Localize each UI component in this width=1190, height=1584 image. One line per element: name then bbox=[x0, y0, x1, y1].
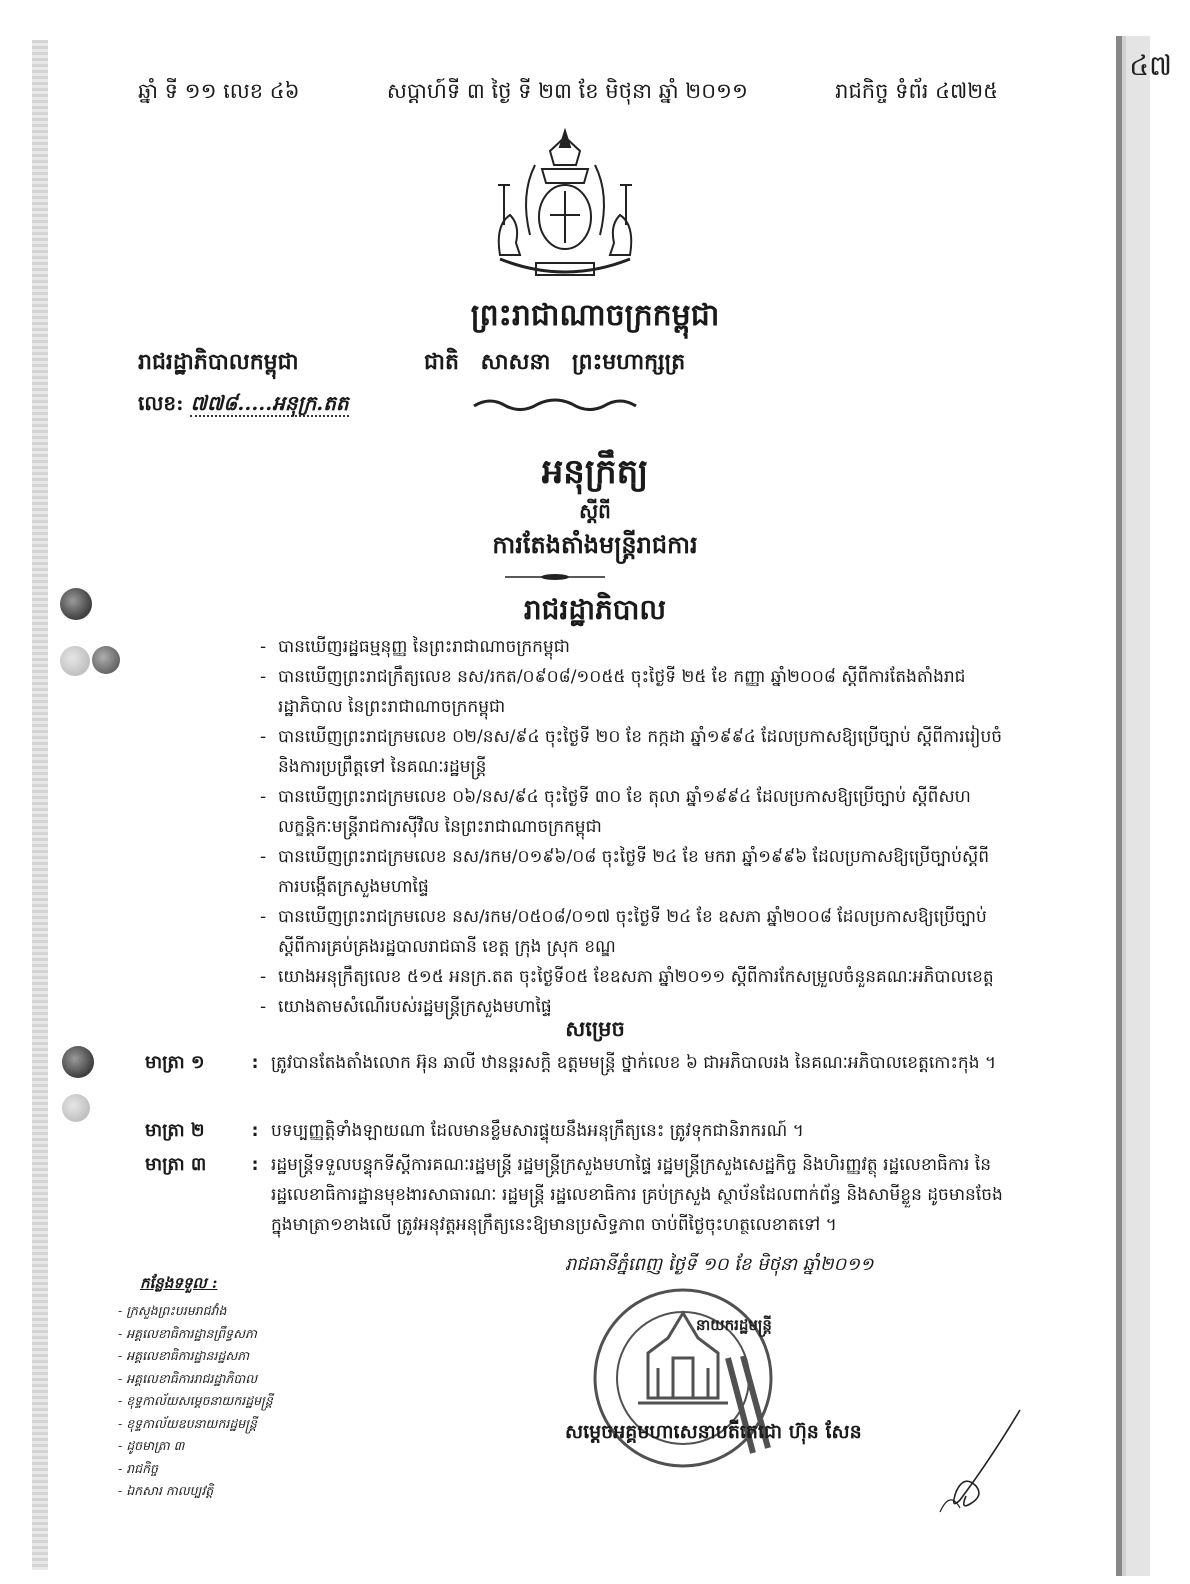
article-3 bbox=[145, 1150, 1005, 1240]
recipient-item: - ខុទ្ទកាល័យសម្តេចនាយករដ្ឋមន្ត្រី bbox=[118, 1390, 273, 1413]
preamble-list bbox=[258, 632, 1003, 1022]
recipient-item: - អគ្គលេខាធិការដ្ឋានព្រឹទ្ធសភា bbox=[118, 1323, 273, 1346]
preamble-item: - បានឃើញព្រះរាជក្រមលេខ នស/រកម/០១៩៦/០៨ ចុះថ្ងៃទី ២៤ ខែ មករា ឆ្នាំ១៩៩៦ ដែលប្រកាសឱ្យប្រើច្បាប់ស្តីពីការបង្កើតក្រសួងមហាផ្ទៃ bbox=[258, 842, 1003, 902]
punch-hole-2 bbox=[60, 646, 90, 676]
recipients-list bbox=[118, 1300, 273, 1503]
recipient-item: - ខុទ្ទកាល័យឧបនាយករដ្ឋមន្ត្រី bbox=[118, 1413, 273, 1436]
document-type-title: អនុក្រឹត្យ bbox=[541, 452, 649, 492]
kingdom-title: ព្រះរាជាណាចក្រកម្ពុជា bbox=[470, 298, 720, 333]
gazette-header bbox=[138, 78, 998, 109]
doc-number-prefix: លេខ: bbox=[138, 391, 184, 415]
preamble-item: - បានឃើញរដ្ឋធម្មនុញ្ញ នៃព្រះរាជាណាចក្រកម្ពុជា bbox=[258, 632, 1003, 662]
recipients-title: កន្លែងទទួល : bbox=[140, 1274, 218, 1292]
preamble-item: - បានឃើញព្រះរាជក្រឹត្យលេខ នស/រកត/០៩០៨/១០៥៥ ចុះថ្ងៃទី ២៥ ខែ កញ្ញា ឆ្នាំ២០០៨ ស្តីពីការតែងតាំងរាជរដ្ឋាភិបាល នៃព្រះរាជាណាចក្រកម្ពុជា bbox=[258, 662, 1003, 722]
punch-hole-3 bbox=[92, 646, 120, 674]
recipients-block bbox=[118, 1274, 273, 1503]
article-1 bbox=[145, 1048, 1005, 1078]
recipient-item: - អគ្គលេខាធិការរាជរដ្ឋាភិបាល bbox=[118, 1368, 273, 1391]
national-motto: ជាតិ សាសនា ព្រះមហាក្សត្រ bbox=[424, 349, 686, 375]
article-text: បទប្បញ្ញត្តិទាំងឡាយណា ដែលមានខ្លឹមសារផ្ទុយនឹងអនុក្រឹត្យនេះ ត្រូវទុកជានិរាករណ៍ ។ bbox=[271, 1121, 804, 1141]
recipient-item: - អគ្គលេខាធិការដ្ឋានរដ្ឋសភា bbox=[118, 1345, 273, 1368]
recipient-item: - ដូចមាត្រា ៣ bbox=[118, 1435, 273, 1458]
handwritten-signature bbox=[920, 1400, 1040, 1520]
article-label: មាត្រា ២ bbox=[145, 1120, 205, 1141]
issuer-heading: រាជរដ្ឋាភិបាល bbox=[523, 593, 667, 626]
preamble-item: - យោងអនុក្រឹត្យលេខ ៥១៥ អនក្រ.តត ចុះថ្ងៃទី០៥ ខែឧសភា ឆ្នាំ២០១១ ស្តីពីការកែសម្រួលចំនួនគណៈអភិបាលខេត្ត bbox=[258, 962, 1003, 992]
gazette-date: សប្តាហ៍ទី ៣ ថ្ងៃ ទី ២៣ ខែ មិថុនា ឆ្នាំ ២០១១ bbox=[386, 79, 748, 103]
article-text: រដ្ឋមន្ត្រីទទួលបន្ទុកទីស្តីការគណៈរដ្ឋមន្ត្រី រដ្ឋមន្ត្រីក្រសួងមហាផ្ទៃ រដ្ឋមន្ត្រីក្រសួងសេដ្ឋកិច្ច និងហិរញ្ញវត្ថុ រដ្ឋលេខាធិការ នៃរដ្ឋលេខាធិការដ្ឋានមុខងារសាធារណៈ រដ្ឋមន្ត្រី រដ្ឋលេខាធិការ គ្រប់ក្រសួង ស្ថាប័នដែលពាក់ព័ន្ធ និងសាមីខ្លួន ដូចមានចែងក្នុងមាត្រា១ខាងលើ ត្រូវអនុវត្តអនុក្រឹត្យនេះឱ្យមានប្រសិទ្ធភាព ចាប់ពីថ្ងៃចុះហត្ថលេខាតទៅ ។ bbox=[271, 1155, 1003, 1235]
recipient-item: - ឯកសារ កាលប្បវត្តិ bbox=[118, 1480, 273, 1503]
motto-ornament bbox=[470, 396, 640, 414]
preamble-item: - បានឃើញព្រះរាជក្រមលេខ នស/រកម/០៥០៨/០១៧ ចុះថ្ងៃទី ២៤ ខែ ឧសភា ឆ្នាំ២០០៨ ដែលប្រកាសឱ្យប្រើច្បាប់ស្តីពីការគ្រប់គ្រងរដ្ឋបាលរាជធានី ខេត្ត ក្រុង ស្រុក ខណ្ឌ bbox=[258, 902, 1003, 962]
scan-edge-left bbox=[32, 40, 48, 1570]
signer-name: សម្តេចអគ្គមហាសេនាបតីតេជោ ហ៊ុន សែន bbox=[565, 1421, 862, 1443]
article-label: មាត្រា ១ bbox=[145, 1052, 205, 1073]
gazette-issue: ឆ្នាំ ទី ១១ លេខ ៤៦ bbox=[138, 79, 300, 103]
article-label: មាត្រា ៣ bbox=[145, 1154, 207, 1175]
preamble-item: - បានឃើញព្រះរាជក្រមលេខ ០២/នស/៩៤ ចុះថ្ងៃទី ២០ ខែ កក្កដា ឆ្នាំ១៩៩៤ ដែលប្រកាសឱ្យប្រើច្បាប់ ស្តីពីការរៀបចំ និងការប្រព្រឹត្តទៅ នៃគណៈរដ្ឋមន្ត្រី bbox=[258, 722, 1003, 782]
article-text: ត្រូវបានតែងតាំងលោក អ៊ុន ឆាលី ឋានន្តរសក្តិ ឧត្តមមន្ត្រី ថ្នាក់លេខ ៦ ជាអភិបាលរង នៃគណៈអភិបាលខេត្តកោះកុង ។ bbox=[271, 1053, 997, 1073]
preamble-item: - បានឃើញព្រះរាជក្រមលេខ ០៦/នស/៩៤ ចុះថ្ងៃទី ៣០ ខែ តុលា ឆ្នាំ១៩៩៤ ដែលប្រកាសឱ្យប្រើច្បាប់ ស្តីពីសហលក្ខន្តិកៈមន្ត្រីរាជការស៊ីវិល នៃព្រះរាជាណាចក្រកម្ពុជា bbox=[258, 782, 1003, 842]
article-colon: : bbox=[251, 1155, 259, 1175]
punch-hole-5 bbox=[62, 1094, 90, 1122]
article-2 bbox=[145, 1116, 1005, 1146]
recipient-item: - រាជកិច្ច bbox=[118, 1458, 273, 1481]
gazette-page: រាជកិច្ច ទំព័រ ៤៧២៥ bbox=[835, 79, 998, 103]
document-subject: ការតែងតាំងមន្ត្រីរាជការ bbox=[492, 530, 698, 559]
government-name: រាជរដ្ឋាភិបាលកម្ពុជា bbox=[138, 349, 299, 375]
about-label: ស្តីពី bbox=[579, 499, 611, 523]
article-colon: : bbox=[251, 1053, 259, 1073]
royal-coat-of-arms-emblem bbox=[480, 125, 650, 285]
recipient-item: - ក្រសួងព្រះបរមរាជវាំង bbox=[118, 1300, 273, 1323]
seal-text: នាយករដ្ឋមន្ត្រី bbox=[696, 1316, 772, 1334]
article-colon: : bbox=[251, 1121, 259, 1141]
handwritten-page-mark: ៤៧ bbox=[1129, 49, 1172, 82]
doc-number-value: ៧៧៨.....អនុក្រ.តត bbox=[190, 391, 349, 415]
document-number bbox=[138, 390, 349, 420]
preamble-item: - យោងតាមសំណើរបស់រដ្ឋមន្ត្រីក្រសួងមហាផ្ទៃ bbox=[258, 992, 1003, 1022]
title-divider bbox=[505, 572, 605, 582]
punch-hole-4 bbox=[62, 1046, 94, 1078]
signing-date: រាជធានីភ្នំពេញ ថ្ងៃទី ១០ ខែ មិថុនា ឆ្នាំ២០១១ bbox=[565, 1254, 874, 1275]
decision-heading: សម្រេច bbox=[565, 1016, 625, 1041]
scan-edge-right bbox=[1116, 36, 1150, 1576]
